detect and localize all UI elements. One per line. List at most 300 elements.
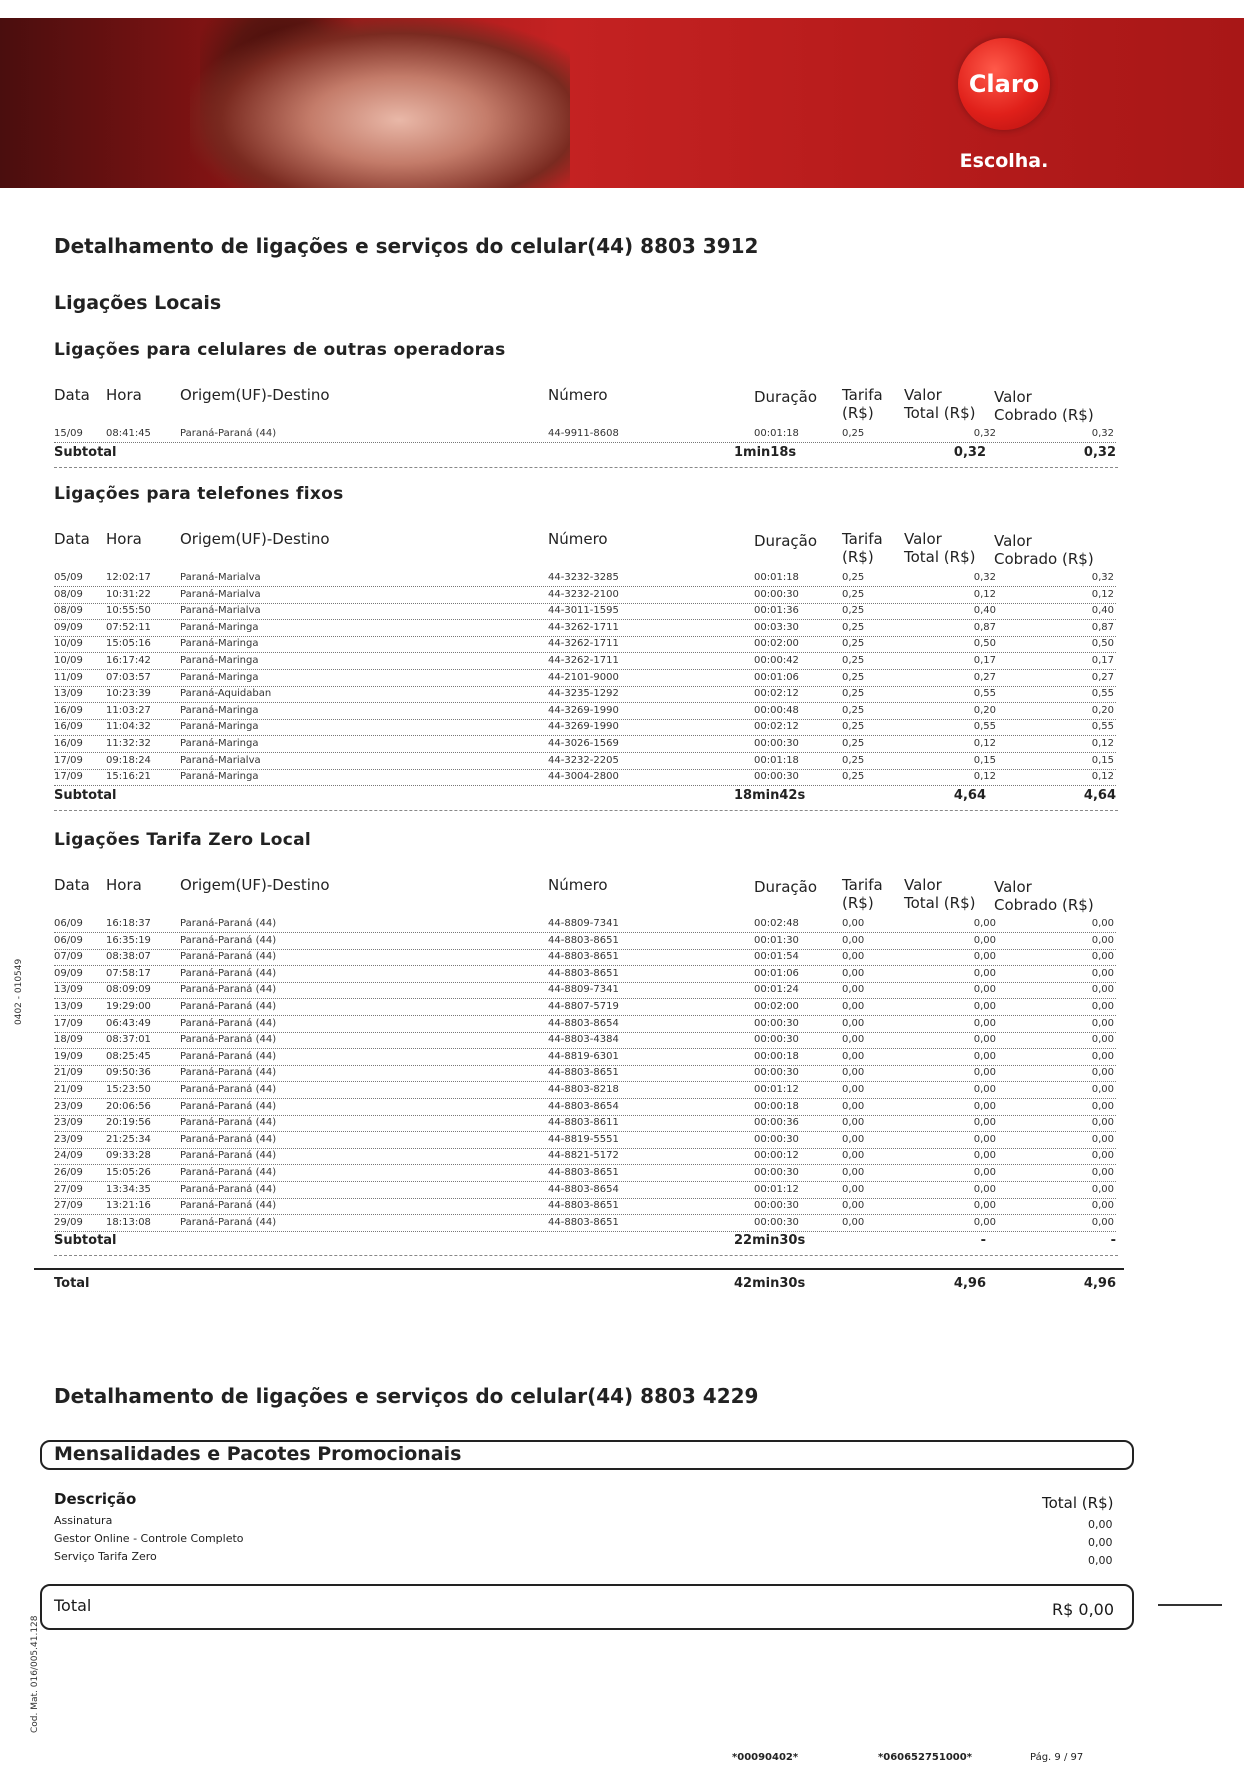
table-cell: 00:00:30 <box>754 1067 799 1079</box>
table-cell: 00:02:48 <box>754 918 799 929</box>
table-cell: Paraná-Maringa <box>180 738 259 749</box>
table-row <box>54 703 1116 720</box>
table-cell: 0,00 <box>1091 1200 1114 1212</box>
table-cell: 44-8807-5719 <box>548 1001 619 1012</box>
table-cell: 0,25 <box>842 621 865 633</box>
table-cell: 44-3262-1711 <box>548 638 619 650</box>
table-cell: 0,00 <box>842 1034 865 1046</box>
table-cell: 11:32:32 <box>106 738 151 749</box>
col-header-valor-total: Total (R$) <box>904 548 976 566</box>
col-header-valor: Valor <box>904 876 942 894</box>
table-cell: 0,15 <box>973 754 996 766</box>
table-row <box>54 1132 1116 1149</box>
table-cell: 44-8803-8651 <box>548 1216 619 1228</box>
table-cell: 13:21:16 <box>106 1200 151 1212</box>
total-cobrado: 4,96 <box>1083 1276 1116 1291</box>
table-cell: 0,25 <box>842 655 865 666</box>
table-cell: 00:01:36 <box>754 605 799 617</box>
table-cell: Paraná-Maringa <box>180 655 259 666</box>
table-cell: 00:01:18 <box>754 754 799 766</box>
table-cell: 00:01:12 <box>754 1084 799 1095</box>
brand-tagline: Escolha. <box>959 150 1049 172</box>
table-cell: 0,55 <box>973 688 996 700</box>
table-cell: 44-3262-1711 <box>548 621 619 633</box>
col-header-cobrado-label: Cobrado (R$) <box>994 896 1094 914</box>
table-cell: 08:37:01 <box>106 1034 151 1046</box>
table-cell: 44-3232-3285 <box>548 572 619 583</box>
table-cell: 0,00 <box>973 1067 996 1079</box>
packages-total-box <box>40 1584 1134 1630</box>
col-header-duracao: Duração <box>754 878 818 896</box>
table-cell: 05/09 <box>54 572 83 583</box>
table-cell: 00:00:30 <box>754 771 799 783</box>
table-row <box>54 587 1116 604</box>
table-cell: 29/09 <box>54 1216 83 1228</box>
table-cell: 44-8803-8651 <box>548 1200 619 1212</box>
banner-photo <box>190 18 570 188</box>
col-header-tarifa: Tarifa <box>842 530 883 548</box>
table-cell: Paraná-Paraná (44) <box>180 1150 277 1162</box>
item-label: Gestor Online - Controle Completo <box>54 1532 244 1545</box>
table-row <box>54 1049 1116 1066</box>
table-cell: 0,00 <box>842 1216 865 1228</box>
table-cell: 44-8803-8654 <box>548 1183 619 1195</box>
desc-header: Descrição <box>54 1490 137 1508</box>
table-cell: 44-8803-8651 <box>548 1067 619 1079</box>
table-cell: 00:01:30 <box>754 934 799 946</box>
table-cell: 10:55:50 <box>106 605 151 617</box>
col-header-tarifa-unit: (R$) <box>842 894 874 912</box>
table-cell: 15:05:16 <box>106 638 151 650</box>
total-header: Total (R$) <box>1042 1494 1114 1512</box>
table-cell: 00:01:18 <box>754 428 799 439</box>
subtotal-duration: 18min42s <box>734 787 806 803</box>
table-cell: 0,00 <box>973 918 996 929</box>
group-title: Ligações para celulares de outras operadoras <box>54 340 506 360</box>
table-cell: Paraná-Maringa <box>180 721 259 733</box>
table-cell: 0,15 <box>1091 754 1114 766</box>
col-header-numero: Número <box>548 876 608 894</box>
table-cell: 0,00 <box>1091 918 1114 929</box>
table-row <box>54 653 1116 670</box>
table-cell: 0,27 <box>973 671 996 683</box>
table-cell: 0,25 <box>842 738 865 749</box>
subtotal-total: 4,64 <box>953 787 986 803</box>
table-cell: 0,00 <box>973 1167 996 1178</box>
col-header-tarifa: Tarifa <box>842 876 883 894</box>
table-cell: 0,00 <box>842 984 865 996</box>
col-header-hora: Hora <box>106 530 142 548</box>
table-cell: 44-8819-6301 <box>548 1050 619 1062</box>
total-divider <box>34 1268 1124 1270</box>
table-row <box>54 1099 1116 1116</box>
table-cell: 0,00 <box>842 1100 865 1112</box>
subtotal-label: Subtotal <box>54 444 117 460</box>
table-cell: 07/09 <box>54 951 83 963</box>
table-cell: 44-8803-8651 <box>548 1167 619 1178</box>
table-row <box>54 1115 1116 1132</box>
footer-code-2: *060652751000* <box>878 1752 972 1763</box>
table-cell: 00:00:18 <box>754 1050 799 1062</box>
table-cell: 00:02:12 <box>754 688 799 700</box>
table-row <box>54 753 1116 770</box>
table-cell: 0,50 <box>1091 638 1114 650</box>
table-cell: 00:02:12 <box>754 721 799 733</box>
table-cell: 0,00 <box>842 967 865 979</box>
table-cell: 44-8819-5551 <box>548 1133 619 1145</box>
table-cell: 0,00 <box>973 1150 996 1162</box>
col-header-hora: Hora <box>106 386 142 404</box>
table-cell: 0,25 <box>842 704 865 716</box>
table-cell: 0,00 <box>973 1133 996 1145</box>
table-cell: 0,25 <box>842 721 865 733</box>
table-cell: 07:03:57 <box>106 671 151 683</box>
table-row <box>54 1016 1116 1033</box>
table-cell: Paraná-Paraná (44) <box>180 934 277 946</box>
table-cell: 15/09 <box>54 428 83 439</box>
table-cell: 0,00 <box>1091 1084 1114 1095</box>
table-row <box>54 999 1116 1016</box>
table-cell: Paraná-Paraná (44) <box>180 428 277 439</box>
subtotal-label: Subtotal <box>54 787 117 803</box>
table-cell: 08/09 <box>54 588 83 600</box>
col-header-data: Data <box>54 530 90 548</box>
table-row <box>54 949 1116 966</box>
subtotal-duration: 1min18s <box>734 444 797 460</box>
col-header-origem: Origem(UF)-Destino <box>180 530 330 548</box>
divider <box>54 1255 1118 1256</box>
side-code-bottom: Cod. Mat. 016/005.41.128 <box>30 1615 40 1733</box>
table-cell: 16/09 <box>54 738 83 749</box>
table-cell: 0,12 <box>1091 771 1114 783</box>
table-cell: 0,25 <box>842 638 865 650</box>
table-cell: Paraná-Paraná (44) <box>180 967 277 979</box>
table-cell: 07:52:11 <box>106 621 151 633</box>
col-header-duracao: Duração <box>754 388 818 406</box>
table-cell: 44-8803-8651 <box>548 934 619 946</box>
table-cell: 0,00 <box>1091 1100 1114 1112</box>
table-cell: 15:05:26 <box>106 1167 151 1178</box>
table-cell: 0,00 <box>973 967 996 979</box>
table-cell: 0,12 <box>973 771 996 783</box>
divider <box>54 810 1118 811</box>
table-cell: 00:01:06 <box>754 967 799 979</box>
table-cell: Paraná-Paraná (44) <box>180 918 277 929</box>
table-cell: 00:01:54 <box>754 951 799 963</box>
table-cell: Paraná-Paraná (44) <box>180 1050 277 1062</box>
table-cell: 44-2101-9000 <box>548 671 619 683</box>
table-row <box>54 1198 1116 1215</box>
table-row <box>54 933 1116 950</box>
table-cell: Paraná-Paraná (44) <box>180 1117 277 1129</box>
table-cell: 0,87 <box>973 621 996 633</box>
table-cell: 0,00 <box>1091 1050 1114 1062</box>
table-cell: 0,32 <box>1091 572 1114 583</box>
table-cell: 0,00 <box>1091 1216 1114 1228</box>
table-row <box>54 1165 1116 1182</box>
table-cell: 0,27 <box>1091 671 1114 683</box>
table-cell: 0,00 <box>1091 1067 1114 1079</box>
side-code-top: 0402 - 010549 <box>14 958 24 1025</box>
table-cell: Paraná-Paraná (44) <box>180 1084 277 1095</box>
table-cell: 23/09 <box>54 1133 83 1145</box>
table-cell: 27/09 <box>54 1200 83 1212</box>
table-cell: 0,25 <box>842 688 865 700</box>
table-cell: 44-3269-1990 <box>548 704 619 716</box>
table-row <box>54 982 1116 999</box>
table-cell: 00:00:42 <box>754 655 799 666</box>
subtotal-cobrado: - <box>1110 1233 1116 1249</box>
table-cell: 0,20 <box>973 704 996 716</box>
table-cell: 08:09:09 <box>106 984 151 996</box>
table-cell: 00:02:00 <box>754 1001 799 1012</box>
item-label: Serviço Tarifa Zero <box>54 1550 157 1563</box>
table-cell: 08:25:45 <box>106 1050 151 1062</box>
table-cell: Paraná-Marialva <box>180 572 261 583</box>
table-cell: 21/09 <box>54 1084 83 1095</box>
table-row <box>54 1215 1116 1232</box>
table-cell: 0,00 <box>1091 951 1114 963</box>
table-cell: Paraná-Maringa <box>180 638 259 650</box>
table-cell: 44-3235-1292 <box>548 688 619 700</box>
table-cell: 0,12 <box>973 588 996 600</box>
subtotal-total: 0,32 <box>953 444 986 460</box>
table-cell: Paraná-Paraná (44) <box>180 984 277 996</box>
table-cell: Paraná-Paraná (44) <box>180 1034 277 1046</box>
col-header-tarifa-unit: (R$) <box>842 548 874 566</box>
table-cell: 11/09 <box>54 671 83 683</box>
table-cell: 09/09 <box>54 967 83 979</box>
table-cell: 0,25 <box>842 671 865 683</box>
table-cell: 0,00 <box>1091 1017 1114 1029</box>
table-row <box>54 1082 1116 1099</box>
table-cell: 13/09 <box>54 1001 83 1012</box>
table-cell: 00:00:30 <box>754 1133 799 1145</box>
table-cell: 16:17:42 <box>106 655 151 666</box>
table-cell: 13:34:35 <box>106 1183 151 1195</box>
table-cell: Paraná-Paraná (44) <box>180 1200 277 1212</box>
table-cell: 00:01:24 <box>754 984 799 996</box>
table-cell: 10/09 <box>54 638 83 650</box>
col-header-valor-total: Total (R$) <box>904 894 976 912</box>
table-cell: 0,00 <box>973 1034 996 1046</box>
table-row <box>54 570 1116 587</box>
claro-logo-text: Claro <box>968 70 1040 98</box>
table-cell: 16:18:37 <box>106 918 151 929</box>
subtotal-label: Subtotal <box>54 1233 117 1249</box>
table-cell: 24/09 <box>54 1150 83 1162</box>
table-cell: 00:02:00 <box>754 638 799 650</box>
table-cell: 0,55 <box>973 721 996 733</box>
col-header-valor-total: Total (R$) <box>904 404 976 422</box>
table-cell: 0,00 <box>973 1100 996 1112</box>
table-cell: 0,17 <box>1091 655 1114 666</box>
table-cell: 10:23:39 <box>106 688 151 700</box>
table-cell: 0,00 <box>973 1216 996 1228</box>
table-cell: 44-3269-1990 <box>548 721 619 733</box>
table-cell: 00:00:48 <box>754 704 799 716</box>
table-row <box>54 916 1116 933</box>
col-header-duracao: Duração <box>754 532 818 550</box>
table-cell: 0,00 <box>973 1050 996 1062</box>
col-header-cobrado: Valor <box>994 532 1032 550</box>
table-cell: 0,55 <box>1091 721 1114 733</box>
col-header-tarifa-unit: (R$) <box>842 404 874 422</box>
table-cell: Paraná-Paraná (44) <box>180 1216 277 1228</box>
col-header-data: Data <box>54 386 90 404</box>
table-cell: 15:23:50 <box>106 1084 151 1095</box>
table-cell: 0,00 <box>973 951 996 963</box>
table-cell: 09:50:36 <box>106 1067 151 1079</box>
table-cell: 0,00 <box>973 1117 996 1129</box>
table-cell: 09:33:28 <box>106 1150 151 1162</box>
table-cell: 19:29:00 <box>106 1001 151 1012</box>
table-cell: 44-3004-2800 <box>548 771 619 783</box>
table-cell: 0,00 <box>973 1200 996 1212</box>
table-cell: 44-8803-8611 <box>548 1117 619 1129</box>
item-label: Assinatura <box>54 1514 113 1527</box>
table-cell: 18/09 <box>54 1034 83 1046</box>
table-cell: 0,00 <box>842 1084 865 1095</box>
table-cell: 44-9911-8608 <box>548 428 619 439</box>
table-cell: 0,00 <box>1091 1001 1114 1012</box>
table-cell: 16/09 <box>54 721 83 733</box>
table-cell: 44-3011-1595 <box>548 605 619 617</box>
table-row <box>54 1065 1116 1082</box>
col-header-valor: Valor <box>904 530 942 548</box>
table-cell: 0,00 <box>1091 967 1114 979</box>
table-cell: 0,40 <box>1091 605 1114 617</box>
table-cell: Paraná-Maringa <box>180 704 259 716</box>
table-cell: 0,25 <box>842 588 865 600</box>
table-cell: Paraná-Paraná (44) <box>180 1067 277 1079</box>
table-cell: Paraná-Marialva <box>180 588 261 600</box>
table-cell: 0,00 <box>1091 984 1114 996</box>
table-cell: 00:03:30 <box>754 621 799 633</box>
table-cell: 0,00 <box>1091 1150 1114 1162</box>
table-cell: 44-8803-8218 <box>548 1084 619 1095</box>
table-cell: Paraná-Maringa <box>180 621 259 633</box>
table-cell: Paraná-Paraná (44) <box>180 1001 277 1012</box>
table-cell: 44-8803-4384 <box>548 1034 619 1046</box>
table-row <box>54 1182 1116 1199</box>
header-banner <box>0 18 1244 188</box>
table-cell: 17/09 <box>54 1017 83 1029</box>
table-cell: 44-8803-8651 <box>548 951 619 963</box>
col-header-origem: Origem(UF)-Destino <box>180 876 330 894</box>
table-cell: 0,25 <box>842 572 865 583</box>
table-cell: 0,87 <box>1091 621 1114 633</box>
table-cell: 00:00:36 <box>754 1117 799 1129</box>
table-cell: Paraná-Paraná (44) <box>180 1183 277 1195</box>
margin-mark <box>1158 1604 1222 1606</box>
table-cell: 0,25 <box>842 771 865 783</box>
table-cell: Paraná-Paraná (44) <box>180 1133 277 1145</box>
group-title: Ligações Tarifa Zero Local <box>54 830 312 850</box>
item-value: 0,00 <box>1088 1536 1113 1549</box>
table-cell: 00:00:30 <box>754 1216 799 1228</box>
table-cell: 23/09 <box>54 1117 83 1129</box>
table-cell: 13/09 <box>54 688 83 700</box>
table-cell: 44-3026-1569 <box>548 738 619 749</box>
total-label: Total <box>54 1276 90 1291</box>
table-cell: 18:13:08 <box>106 1216 151 1228</box>
table-cell: 00:00:30 <box>754 1017 799 1029</box>
table-cell: 08:41:45 <box>106 428 151 439</box>
table-cell: Paraná-Paraná (44) <box>180 1017 277 1029</box>
table-cell: 08:38:07 <box>106 951 151 963</box>
table-cell: 0,00 <box>842 1117 865 1129</box>
table-row <box>54 736 1116 753</box>
section-title: Detalhamento de ligações e serviços do celular(44) 8803 3912 <box>54 234 759 258</box>
table-cell: Paraná-Aquidaban <box>180 688 272 700</box>
table-cell: Paraná-Maringa <box>180 771 259 783</box>
footer-code-1: *00090402* <box>732 1752 799 1763</box>
table-cell: 0,00 <box>842 1133 865 1145</box>
table-row <box>54 670 1116 687</box>
table-cell: 21:25:34 <box>106 1133 151 1145</box>
table-cell: 0,17 <box>973 655 996 666</box>
table-cell: 0,00 <box>973 1001 996 1012</box>
table-row <box>54 1032 1116 1049</box>
footer-page: Pág. 9 / 97 <box>1030 1752 1084 1763</box>
table-cell: 0,00 <box>842 1067 865 1079</box>
table-cell: 44-8803-8651 <box>548 967 619 979</box>
table-cell: 06/09 <box>54 934 83 946</box>
table-cell: 0,00 <box>1091 1183 1114 1195</box>
table-cell: 11:03:27 <box>106 704 151 716</box>
table-cell: 00:00:30 <box>754 738 799 749</box>
table-cell: 06/09 <box>54 918 83 929</box>
table-cell: 0,50 <box>973 638 996 650</box>
col-header-cobrado-label: Cobrado (R$) <box>994 406 1094 424</box>
table-cell: 0,32 <box>973 428 996 439</box>
table-cell: 00:00:30 <box>754 1200 799 1212</box>
table-cell: 0,00 <box>973 934 996 946</box>
table-cell: 0,00 <box>1091 1034 1114 1046</box>
table-cell: 0,00 <box>973 1017 996 1029</box>
table-cell: 00:00:30 <box>754 1034 799 1046</box>
table-row <box>54 426 1116 443</box>
table-cell: 17/09 <box>54 771 83 783</box>
table-cell: 0,12 <box>1091 738 1114 749</box>
subtotal-total: - <box>980 1233 986 1249</box>
total-total: 4,96 <box>953 1276 986 1291</box>
table-row <box>54 719 1116 736</box>
table-cell: 09:18:24 <box>106 754 151 766</box>
table-cell: 0,00 <box>973 1183 996 1195</box>
table-cell: 0,00 <box>842 1001 865 1012</box>
table-cell: 00:00:18 <box>754 1100 799 1112</box>
item-value: 0,00 <box>1088 1518 1113 1531</box>
divider <box>54 467 1118 468</box>
table-cell: 44-3262-1711 <box>548 655 619 666</box>
table-cell: 26/09 <box>54 1167 83 1178</box>
table-cell: 00:01:18 <box>754 572 799 583</box>
col-header-numero: Número <box>548 530 608 548</box>
table-cell: 0,32 <box>973 572 996 583</box>
table-cell: 00:00:30 <box>754 1167 799 1178</box>
table-row <box>54 769 1116 786</box>
table-cell: 44-8803-8654 <box>548 1017 619 1029</box>
col-header-cobrado: Valor <box>994 388 1032 406</box>
table-cell: 16:35:19 <box>106 934 151 946</box>
col-header-cobrado: Valor <box>994 878 1032 896</box>
table-cell: 06:43:49 <box>106 1017 151 1029</box>
table-cell: 00:00:30 <box>754 588 799 600</box>
table-cell: 00:01:06 <box>754 671 799 683</box>
table-cell: 0,25 <box>842 605 865 617</box>
